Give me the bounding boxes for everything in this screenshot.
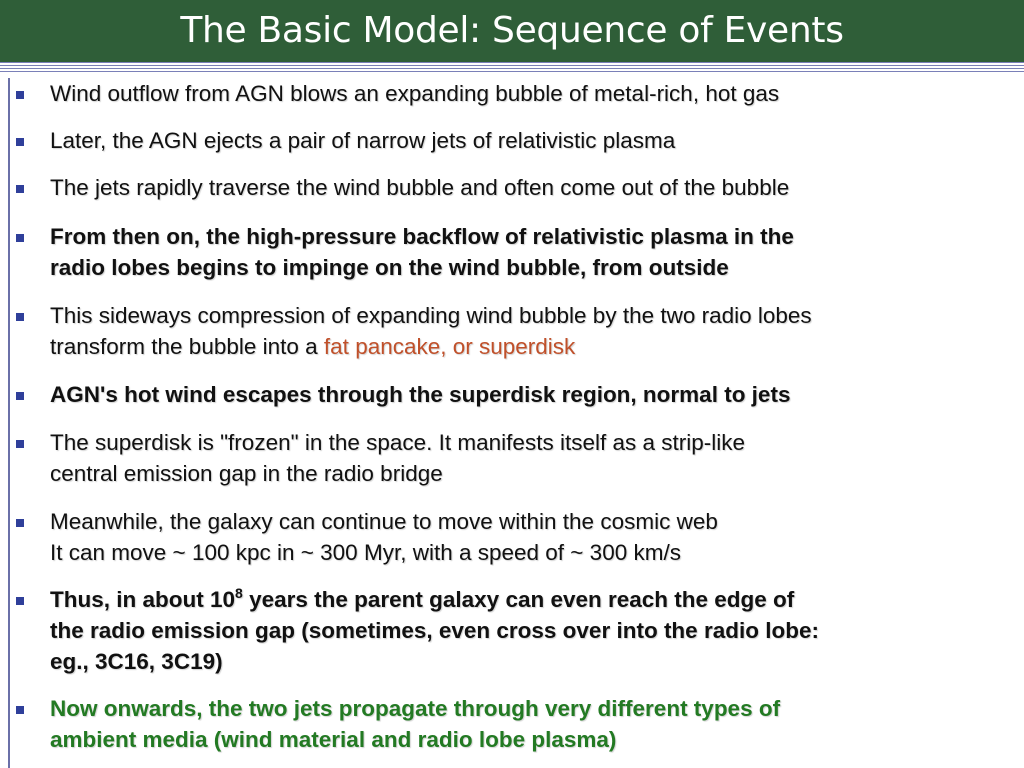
bullet-line: Now onwards, the two jets propagate through very different types of (50, 696, 781, 721)
square-bullet-icon (16, 706, 24, 714)
square-bullet-icon (16, 91, 24, 99)
bullet-text (50, 506, 1020, 568)
square-bullet-icon (16, 519, 24, 527)
square-bullet-icon (16, 597, 24, 605)
bullet-text (50, 221, 1020, 283)
bullet-line: eg., 3C16, 3C19) (50, 649, 223, 674)
square-bullet-icon (16, 185, 24, 193)
bullet-line: It can move ~ 100 kpc in ~ 300 Myr, with a speed of ~ 300 km/s (50, 540, 681, 565)
square-bullet-icon (16, 440, 24, 448)
highlight-superdisk: fat pancake, or superdisk (323, 334, 576, 359)
bullet-text (50, 300, 1020, 362)
bullet-line: the radio emission gap (sometimes, even cross over into the radio lobe: (50, 618, 819, 643)
bullet-line: radio lobes begins to impinge on the wind bubble, from outside (50, 255, 729, 280)
title-divider (0, 62, 1024, 74)
slide-title: The Basic Model: Sequence of Events (0, 0, 1024, 62)
bullet-text: AGN's hot wind escapes through the superdisk region, normal to jets (50, 382, 791, 407)
square-bullet-icon (16, 313, 24, 321)
square-bullet-icon (16, 138, 24, 146)
bullet-text: Later, the AGN ejects a pair of narrow jets of relativistic plasma (50, 128, 676, 153)
bullet-line: years the parent galaxy can even reach the edge of (242, 587, 795, 612)
bullet-text (50, 693, 1020, 755)
bullet-line: ambient media (wind material and radio lobe plasma) (50, 727, 617, 752)
square-bullet-icon (16, 234, 24, 242)
bullet-line: The superdisk is "frozen" in the space. It manifests itself as a strip-like (50, 430, 746, 455)
bullet-line: central emission gap in the radio bridge (50, 461, 443, 486)
bullet-text (50, 584, 1020, 677)
bullet-line: Meanwhile, the galaxy can continue to move within the cosmic web (50, 509, 718, 534)
bullet-line: Thus, in about 10 (50, 587, 236, 612)
bullet-line: transform the bubble into a (50, 334, 324, 359)
exponent: 8 (235, 585, 243, 601)
bullet-line: From then on, the high-pressure backflow of relativistic plasma in the (50, 224, 794, 249)
square-bullet-icon (16, 392, 24, 400)
bullet-text: The jets rapidly traverse the wind bubble and often come out of the bubble (50, 175, 790, 200)
bullet-text: Wind outflow from AGN blows an expanding bubble of metal-rich, hot gas (50, 81, 780, 106)
slide-content (8, 78, 1022, 768)
bullet-line: This sideways compression of expanding wind bubble by the two radio lobes (50, 303, 812, 328)
bullet-text (50, 427, 1020, 489)
